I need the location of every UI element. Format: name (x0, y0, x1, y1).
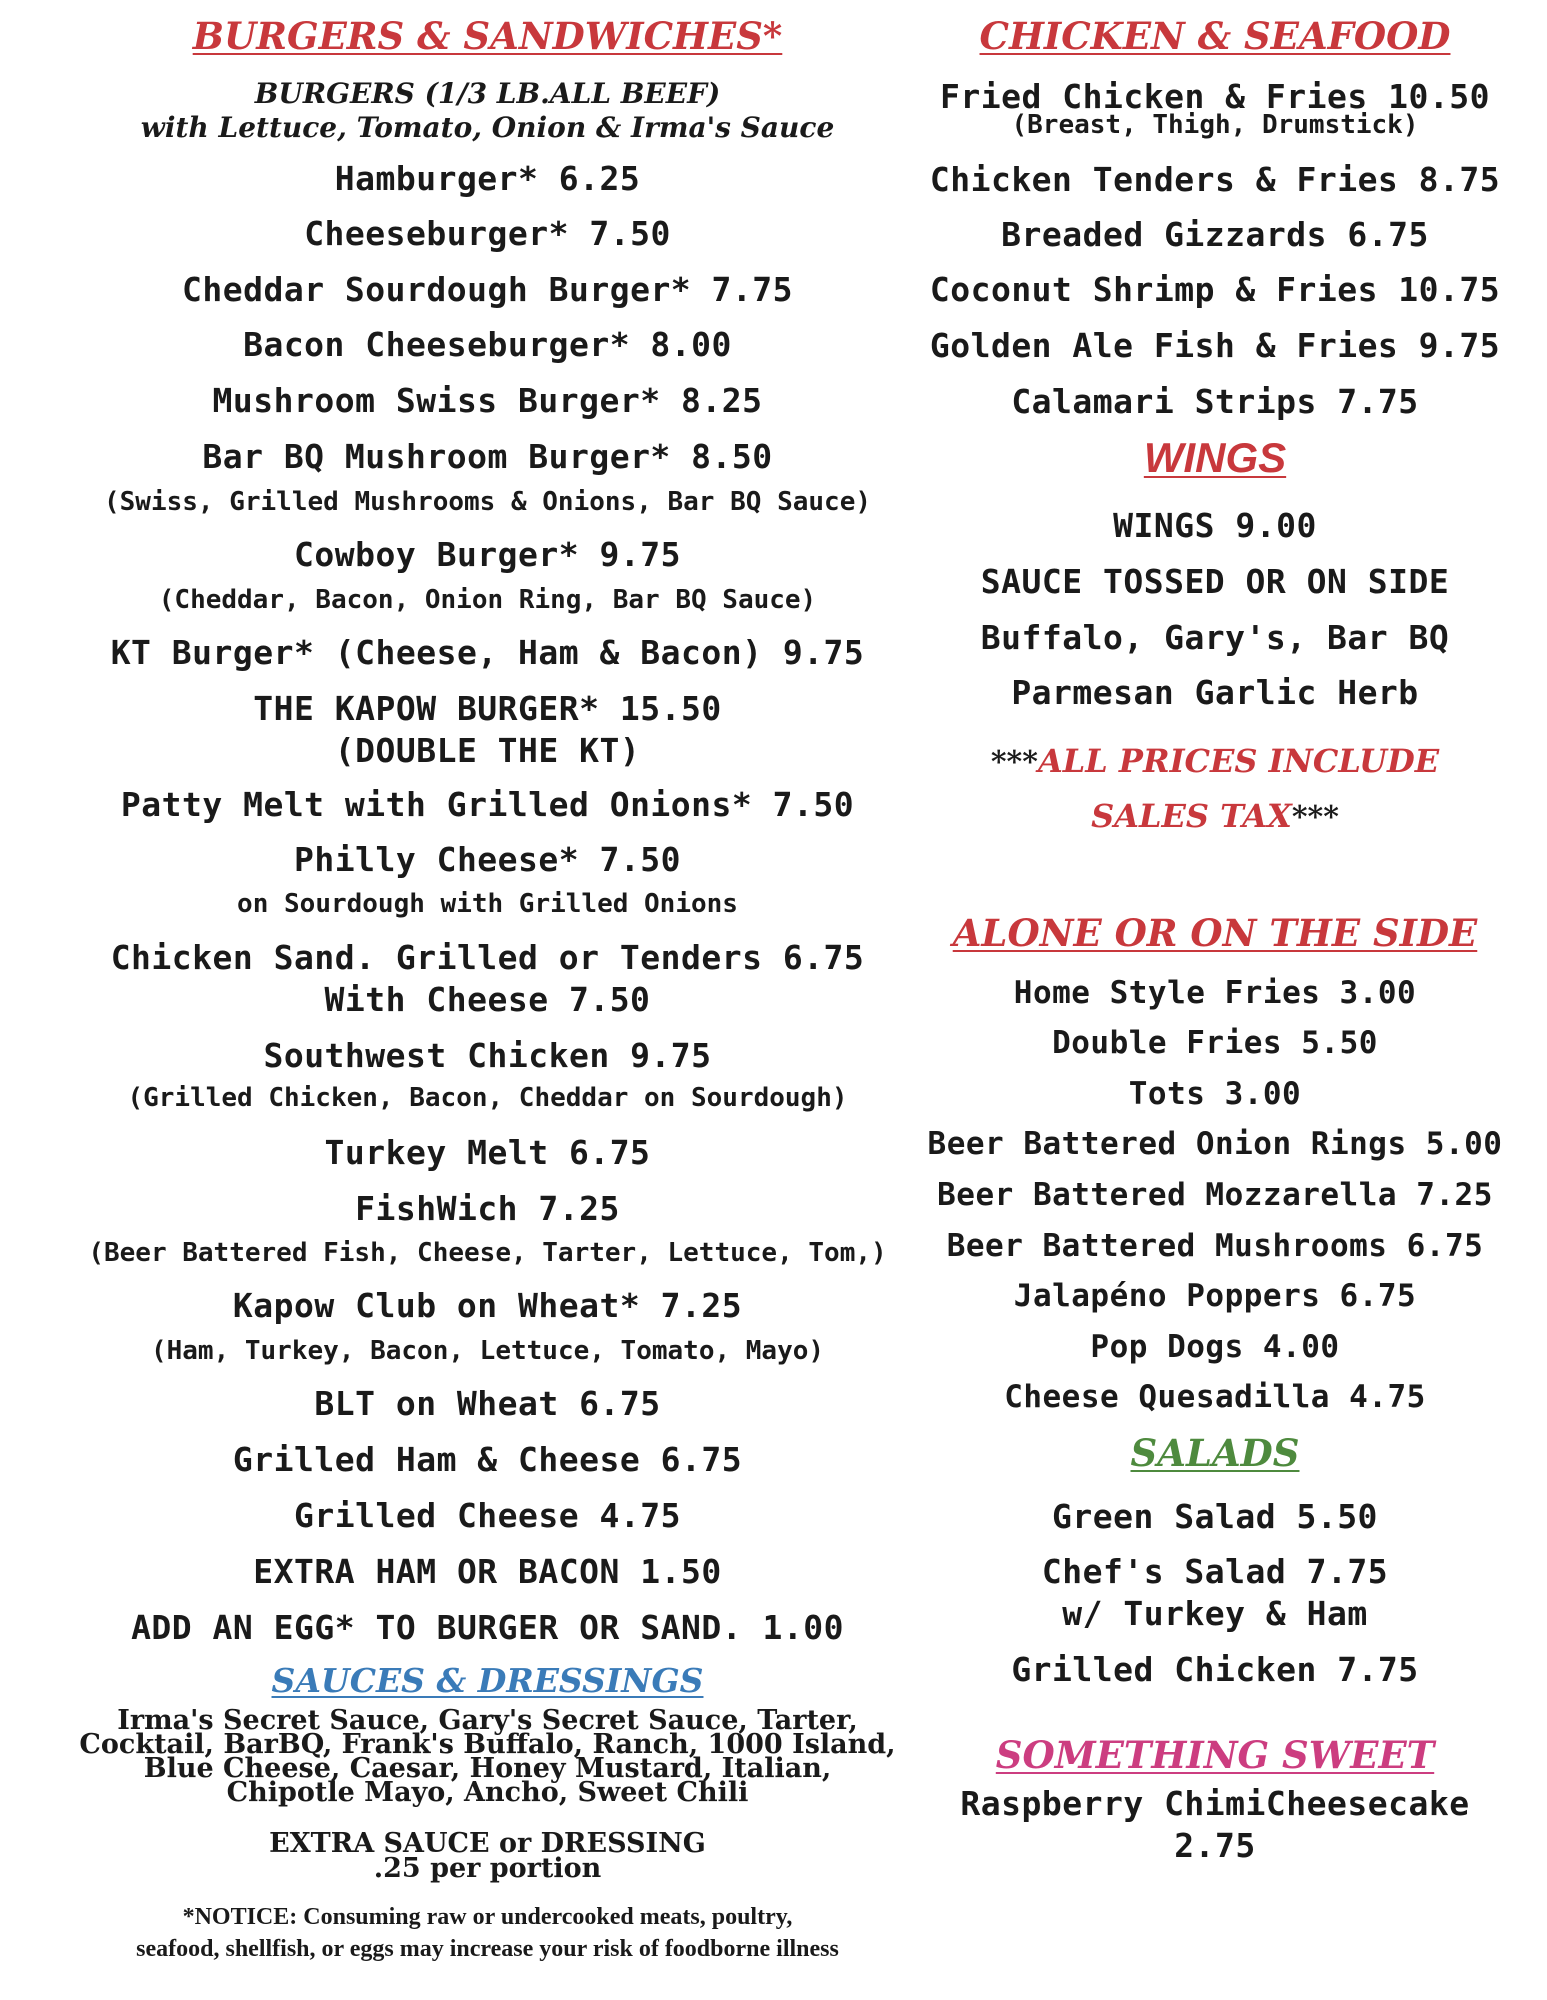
menu-item: Bar BQ Mushroom Burger* 8.50 (202, 437, 773, 476)
tax-notice-text1: ALL PRICES INCLUDE (1037, 742, 1440, 780)
menu-item: BLT on Wheat 6.75 (314, 1384, 661, 1423)
something-sweet-header: SOMETHING SWEET (995, 1733, 1435, 1777)
menu-item: Hamburger* 6.25 (334, 159, 641, 198)
menu-item: WINGS 9.00 (1113, 506, 1317, 545)
menu-item: Jalapéno Poppers 6.75 (1013, 1278, 1417, 1314)
menu-item: Chicken Sand. Grilled or Tenders 6.75 (110, 938, 865, 977)
menu-item: Raspberry ChimiCheesecake (960, 1784, 1470, 1823)
menu-item: Green Salad 5.50 (1052, 1497, 1378, 1536)
sauce-list-line: Cocktail, BarBQ, Frank's Buffalo, Ranch, 1000 Island, (79, 1729, 896, 1760)
menu-item: Cheeseburger* 7.50 (304, 214, 671, 253)
menu-item-description: (Breast, Thigh, Drumstick) (1011, 110, 1419, 140)
sauce-list-line: Irma's Secret Sauce, Gary's Secret Sauce, Tarter, (117, 1705, 858, 1736)
burgers-subheader: BURGERS (1/3 LB.ALL BEEF) (254, 77, 721, 110)
extra-sauce-price: .25 per portion (373, 1853, 602, 1884)
menu-item: Kapow Club on Wheat* 7.25 (232, 1286, 743, 1325)
tax-stars-open: *** (990, 745, 1038, 780)
menu-item: Home Style Fries 3.00 (1013, 975, 1417, 1011)
menu-item: Parmesan Garlic Herb (1011, 673, 1419, 712)
menu-item: Grilled Chicken 7.75 (1011, 1650, 1419, 1689)
tax-notice-line1 (915, 742, 1515, 780)
burgers-sandwiches-header: BURGERS & SANDWICHES* (192, 14, 783, 58)
menu-item: EXTRA HAM OR BACON 1.50 (253, 1552, 722, 1591)
menu-item: ADD AN EGG* TO BURGER OR SAND. 1.00 (131, 1608, 844, 1647)
menu-item: Fried Chicken & Fries 10.50 (940, 77, 1490, 116)
menu-item: Turkey Melt 6.75 (324, 1133, 651, 1172)
menu-item: Coconut Shrimp & Fries 10.75 (929, 270, 1501, 309)
menu-item: Southwest Chicken 9.75 (263, 1036, 712, 1075)
menu-item: FishWich 7.25 (355, 1189, 620, 1228)
alone-or-on-the-side-header: ALONE OR ON THE SIDE (952, 911, 1478, 955)
menu-item-description: (Ham, Turkey, Bacon, Lettuce, Tomato, Mayo) (150, 1336, 825, 1366)
wings-header: WINGS (1143, 434, 1287, 481)
menu-item-description: (Swiss, Grilled Mushrooms & Onions, Bar BQ Sauce) (103, 487, 871, 517)
tax-stars-close: *** (1291, 800, 1339, 835)
sauce-list-line: Chipotle Mayo, Ancho, Sweet Chili (226, 1777, 749, 1808)
menu-item: Chicken Tenders & Fries 8.75 (929, 160, 1501, 199)
menu-item: Buffalo, Gary's, Bar BQ (980, 618, 1450, 657)
menu-item-description: w/ Turkey & Ham (1062, 1594, 1368, 1633)
salads-header: SALADS (1130, 1431, 1300, 1475)
menu-item: Cowboy Burger* 9.75 (294, 535, 681, 574)
menu-item-price: 2.75 (1174, 1826, 1256, 1865)
menu-item-description: (Grilled Chicken, Bacon, Cheddar on Sourdough) (127, 1083, 848, 1113)
menu-item: Double Fries 5.50 (1052, 1025, 1378, 1061)
menu-item: Bacon Cheeseburger* 8.00 (243, 325, 732, 364)
tax-notice-text2: SALES TAX (1091, 797, 1292, 835)
menu-item: Pop Dogs 4.00 (1090, 1329, 1340, 1365)
menu-item: Tots 3.00 (1128, 1076, 1302, 1112)
menu-item: (DOUBLE THE KT) (334, 731, 641, 770)
menu-item: SAUCE TOSSED OR ON SIDE (980, 562, 1450, 601)
menu-item: With Cheese 7.50 (324, 980, 651, 1019)
menu-item: Calamari Strips 7.75 (1011, 382, 1419, 421)
menu-item: Beer Battered Onion Rings 5.00 (927, 1126, 1503, 1162)
menu-item: Chef's Salad 7.75 (1041, 1552, 1389, 1591)
health-notice: *NOTICE: Consuming raw or undercooked meats, poultry, (182, 1904, 793, 1930)
chicken-seafood-header: CHICKEN & SEAFOOD (979, 14, 1451, 58)
extra-sauce-label: EXTRA SAUCE or DRESSING (269, 1828, 706, 1859)
menu-item: Beer Battered Mozzarella 7.25 (937, 1177, 1493, 1213)
menu-item: Beer Battered Mushrooms 6.75 (946, 1228, 1484, 1264)
menu-item: Cheddar Sourdough Burger* 7.75 (181, 270, 794, 309)
menu-item: Philly Cheese* 7.50 (294, 840, 681, 879)
menu-item: Golden Ale Fish & Fries 9.75 (929, 326, 1501, 365)
tax-notice-line2 (915, 797, 1515, 835)
health-notice: seafood, shellfish, or eggs may increase your risk of foodborne illness (136, 1936, 839, 1962)
menu-item: Breaded Gizzards 6.75 (1001, 215, 1429, 254)
menu-item: Grilled Ham & Cheese 6.75 (232, 1440, 743, 1479)
burgers-toppings-note: with Lettuce, Tomato, Onion & Irma's Sauce (140, 111, 835, 144)
menu-item: Mushroom Swiss Burger* 8.25 (212, 381, 763, 420)
menu-item-description: (Beer Battered Fish, Cheese, Tarter, Lettuce, Tom,) (88, 1238, 887, 1268)
menu-item: THE KAPOW BURGER* 15.50 (253, 689, 722, 728)
menu-item: KT Burger* (Cheese, Ham & Bacon) 9.75 (110, 633, 865, 672)
menu-item-description: (Cheddar, Bacon, Onion Ring, Bar BQ Sauce) (158, 585, 817, 615)
menu-item: Grilled Cheese 4.75 (294, 1496, 681, 1535)
menu-item-description: on Sourdough with Grilled Onions (237, 889, 738, 919)
menu-item: Patty Melt with Grilled Onions* 7.50 (120, 785, 855, 824)
sauces-dressings-header: SAUCES & DRESSINGS (271, 1661, 704, 1700)
menu-item: Cheese Quesadilla 4.75 (1004, 1379, 1426, 1415)
sauce-list-line: Blue Cheese, Caesar, Honey Mustard, Italian, (143, 1753, 832, 1784)
